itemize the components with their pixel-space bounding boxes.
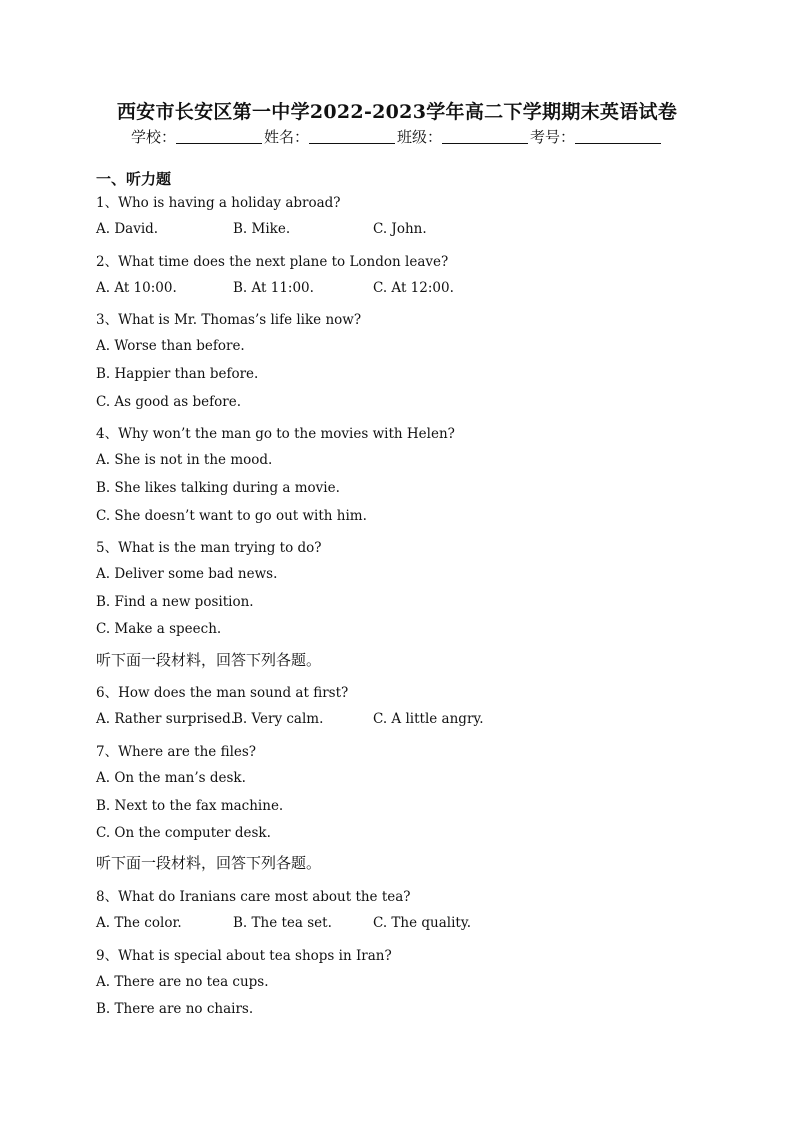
option-a: A. Rather surprised. xyxy=(96,711,236,727)
question-4: 4、Why won’t the man go to the movies with Helen? xyxy=(96,426,455,442)
option-c: C. On the computer desk. xyxy=(96,825,271,841)
class-blank xyxy=(442,129,528,144)
option-b: B. There are no chairs. xyxy=(96,1001,254,1017)
instruction-text: 听下面一段材料，回答下列各题。 xyxy=(96,651,322,669)
question-9: 9、What is special about tea shops in Iran? xyxy=(96,948,392,964)
option-a: A. The color. xyxy=(96,915,182,931)
option-a: A. Deliver some bad news. xyxy=(96,566,278,582)
student-info-row xyxy=(0,126,794,147)
question-8: 8、What do Iranians care most about the tea? xyxy=(96,889,411,905)
option-c: C. A little angry. xyxy=(373,711,484,727)
class-label: 班级： xyxy=(397,128,443,146)
exam-title: 西安市长安区第一中学2022-2023学年高二下学期期末英语试卷 xyxy=(116,101,678,123)
option-b: B. Happier than before. xyxy=(96,366,259,382)
option-c: C. Make a speech. xyxy=(96,621,222,637)
option-b: B. Very calm. xyxy=(233,711,324,727)
option-a: A. She is not in the mood. xyxy=(96,452,273,468)
option-c: C. John. xyxy=(373,221,427,237)
option-c: C. The quality. xyxy=(373,915,471,931)
option-a: A. David. xyxy=(96,221,159,237)
question-3: 3、What is Mr. Thomas’s life like now? xyxy=(96,312,362,328)
question-5: 5、What is the man trying to do? xyxy=(96,540,322,556)
option-a: A. On the man’s desk. xyxy=(96,770,246,786)
option-c: C. At 12:00. xyxy=(373,280,454,296)
option-b: B. Find a new position. xyxy=(96,594,254,610)
name-label: 姓名： xyxy=(263,128,309,146)
option-a: A. Worse than before. xyxy=(96,338,245,354)
option-b: B. She likes talking during a movie. xyxy=(96,480,340,496)
school-blank xyxy=(176,129,262,144)
option-c: C. She doesn’t want to go out with him. xyxy=(96,508,367,524)
number-label: 考号： xyxy=(530,128,576,146)
question-2: 2、What time does the next plane to London leave? xyxy=(96,254,449,270)
option-a: A. There are no tea cups. xyxy=(96,974,269,990)
option-a: A. At 10:00. xyxy=(96,280,177,296)
question-7: 7、Where are the files? xyxy=(96,744,257,760)
question-1: 1、Who is having a holiday abroad? xyxy=(96,195,341,211)
number-blank xyxy=(575,129,661,144)
option-b: B. The tea set. xyxy=(233,915,332,931)
option-b: B. At 11:00. xyxy=(233,280,314,296)
name-blank xyxy=(309,129,395,144)
school-label: 学校： xyxy=(130,128,176,146)
option-c: C. As good as before. xyxy=(96,394,241,410)
instruction-text: 听下面一段材料，回答下列各题。 xyxy=(96,854,322,872)
section-heading: 一、听力题 xyxy=(96,170,172,188)
option-b: B. Mike. xyxy=(233,221,291,237)
option-b: B. Next to the fax machine. xyxy=(96,798,284,814)
question-6: 6、How does the man sound at first? xyxy=(96,685,349,701)
